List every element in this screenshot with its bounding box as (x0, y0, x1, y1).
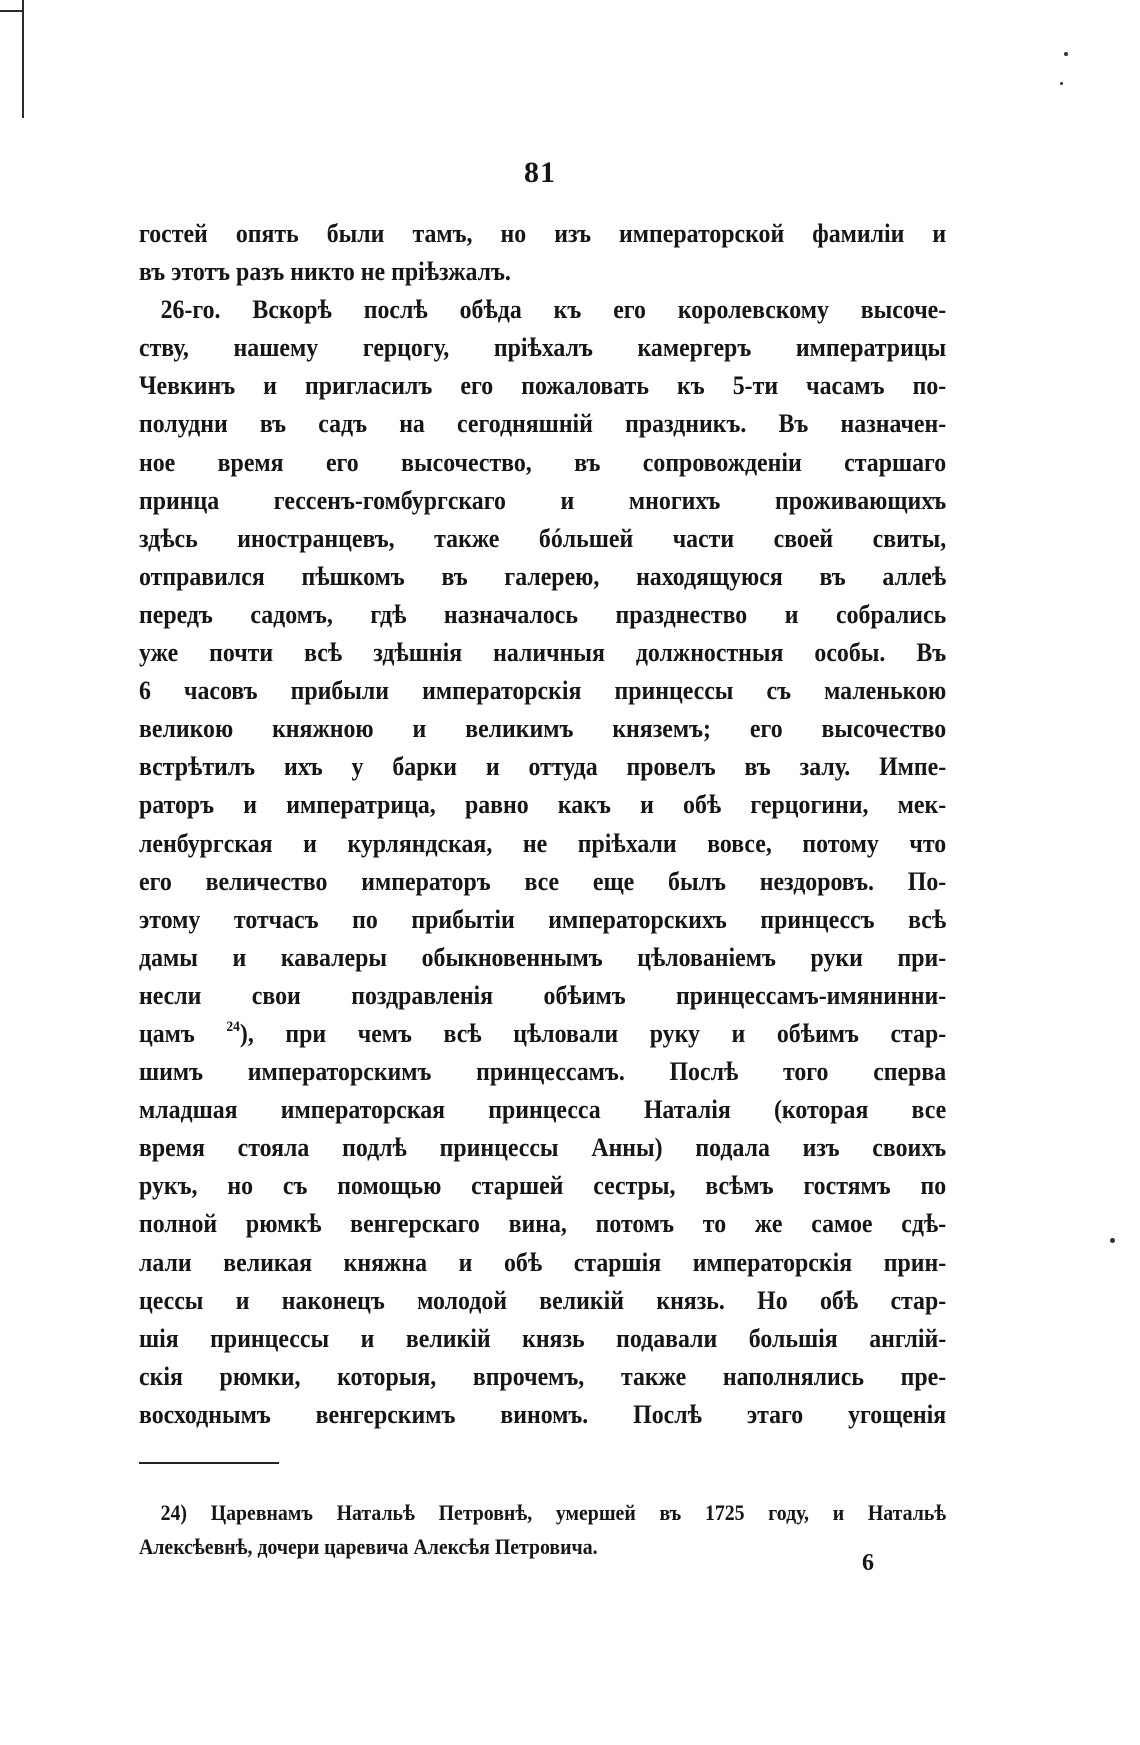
text-line: рукъ, но съ помощью старшей сестры, всѣмъ гостямъ по (139, 1170, 947, 1201)
text-line: его величество императоръ все еще былъ нездоровъ. По- (139, 865, 947, 896)
text-line-with-footnote (139, 1014, 946, 1052)
scan-speck (1064, 52, 1068, 56)
text-line: раторъ и императрица, равно какъ и обѣ герцогини, мек- (139, 789, 947, 820)
scan-speck (1060, 82, 1063, 85)
text-line: 6 часовъ прибыли императорскія принцессы съ маленькою (139, 675, 947, 706)
scan-border-top (0, 10, 24, 12)
footnote-line: 24) Царевнамъ Натальѣ Петровнѣ, умершей въ 1725 году, и Натальѣ (160, 1500, 947, 1525)
text-line: принца гессенъ-гомбургскаго и многихъ проживающихъ (139, 484, 947, 515)
page-number: 81 (524, 156, 556, 189)
text-fragment: цамъ (139, 1017, 195, 1048)
body-text (139, 214, 947, 1433)
text-line: Чевкинъ и пригласилъ его пожаловать къ 5-ти часамъ по- (139, 370, 947, 401)
text-fragment: ), при чемъ всѣ цѣловали руку и обѣимъ стар- (239, 1017, 947, 1048)
footnote-line: Алексѣевнѣ, дочери царевича Алексѣя Петровича. (139, 1534, 598, 1559)
text-line: здѣсь иностранцевъ, также бóльшей части своей свиты, (139, 522, 947, 553)
text-line: ленбургская и курляндская, не пріѣхали вовсе, потому что (139, 827, 947, 858)
text-line: цессы и наконецъ молодой великій князь. Но обѣ стар- (139, 1284, 947, 1315)
text-line: шія принцессы и великій князь подавали большія англій- (139, 1322, 947, 1353)
text-line: великою княжною и великимъ княземъ; его высочество (139, 713, 947, 744)
scan-border-left (22, 0, 24, 118)
text-line: несли свои поздравленія обѣимъ принцессамъ-имянинни- (139, 979, 947, 1010)
text-line: въ этотъ разъ никто не пріѣзжалъ. (139, 256, 511, 287)
text-line: время стояла подлѣ принцессы Анны) подала изъ своихъ (139, 1132, 947, 1163)
scan-speck (1110, 1238, 1115, 1243)
text-line: уже почти всѣ здѣшнія наличныя должностныя особы. Въ (139, 637, 947, 668)
text-line: полной рюмкѣ венгерскаго вина, потомъ то же самое сдѣ- (139, 1208, 947, 1239)
text-line: этому тотчасъ по прибытіи императорскихъ принцессъ всѣ (139, 903, 947, 934)
text-line: встрѣтилъ ихъ у барки и оттуда провелъ въ залу. Импе- (139, 751, 947, 782)
text-line: лали великая княжна и обѣ старшія императорскія прин- (139, 1246, 947, 1277)
footnote (139, 1496, 947, 1564)
footnote-reference: 24 (226, 1018, 240, 1035)
text-line: ству, нашему герцогу, пріѣхалъ камергеръ императрицы (139, 332, 947, 363)
text-line: передъ садомъ, гдѣ назначалось празднество и собрались (139, 598, 947, 629)
signature-mark: 6 (862, 1550, 874, 1576)
text-line: полудни въ садъ на сегодняшній праздникъ. Въ назначен- (139, 408, 947, 439)
text-line: дамы и кавалеры обыкновеннымъ цѣлованіемъ руки при- (139, 941, 947, 972)
text-line: гостей опять были тамъ, но изъ императорской фамиліи и (139, 218, 947, 248)
text-line: 26-го. Вскорѣ послѣ обѣда къ его королевскому высоче- (160, 294, 947, 325)
text-line: младшая императорская принцесса Наталія (которая все (139, 1094, 947, 1125)
text-line: отправился пѣшкомъ въ галерею, находящуюся въ аллеѣ (139, 560, 947, 591)
text-line: шимъ императорскимъ принцессамъ. Послѣ того сперва (139, 1056, 947, 1087)
footnote-divider (139, 1462, 279, 1464)
text-line: скія рюмки, которыя, впрочемъ, также наполнялись пре- (139, 1360, 947, 1391)
text-line: восходнымъ венгерскимъ виномъ. Послѣ этаго угощенія (139, 1398, 947, 1429)
text-line: ное время его высочество, въ сопровожденіи старшаго (139, 446, 947, 477)
